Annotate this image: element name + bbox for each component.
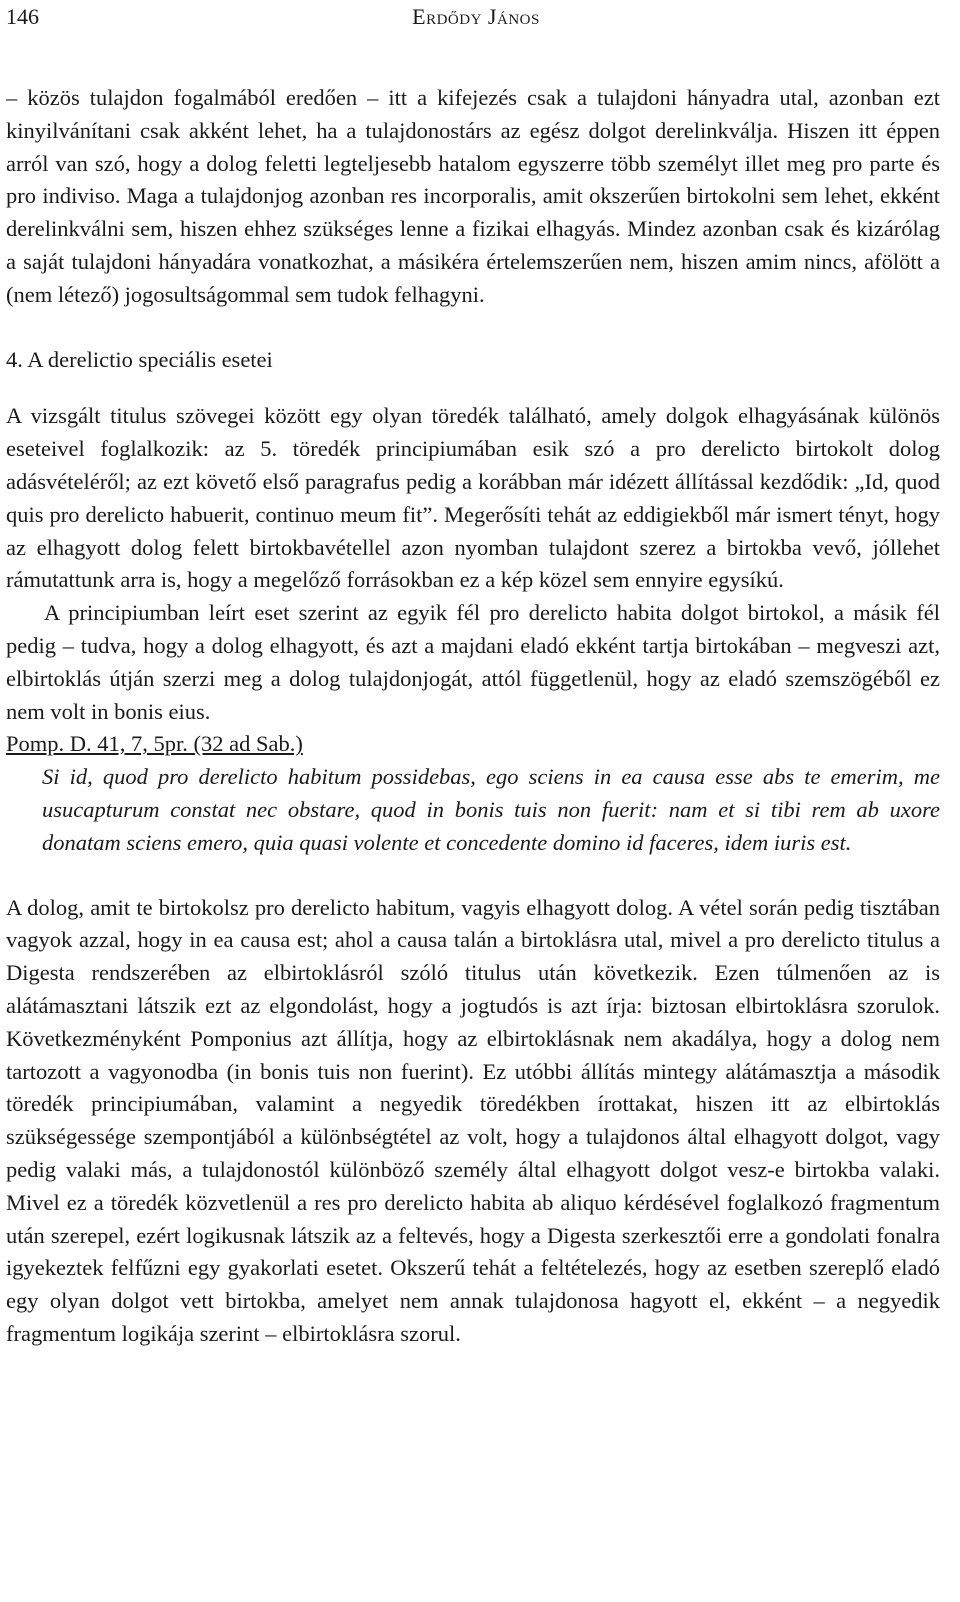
page-header — [6, 2, 946, 32]
page-body — [6, 82, 940, 1351]
spacer — [6, 376, 940, 400]
latin-quote: Si id, quod pro derelicto habitum possidebas, ego sciens in ea causa esse abs te emerim, me usucapturum constat nec obstare, quod in bonis tuis non fuerit: nam et si tibi rem ab uxore donatam sciens emero, quia quasi volente et concedente domino id faceres, idem iuris est. — [42, 764, 940, 855]
spacer — [6, 312, 940, 344]
running-head: Erdődy János — [412, 4, 540, 29]
section-heading: 4. A derelictio speciális esetei — [6, 346, 273, 372]
source-citation: Pomp. D. 41, 7, 5pr. (32 ad Sab.) — [6, 731, 303, 757]
paragraph: A dolog, amit te birtokolsz pro derelicto habitum, vagyis elhagyott dolog. A vétel során pedig tisztában vagyok azzal, hogy in ea causa est; ahol a causa talán a birtoklásra utal, mivel a pro derelicto titulus a Digesta rendszerében az elbirtoklásról szóló titulus után következik. Ezen túlmenően az is alátámasztani látszik ezt az elgondolást, hogy a jogtudós is azt írja: biztosan elbirtoklásra szorulok. Következményként Pomponius azt állítja, hogy az elbirtoklásnak nem akadálya, hogy a dolog nem tartozott a vagyonodba (in bonis tuis non fuerint). Ez utóbbi állítás mintegy alátámasztja a második töredék principiumában, valamint a negyedik töredékben írottakat, hiszen itt az elbirtoklás szükségessége szempontjából a különbségtétel az volt, hogy a tulajdonos által elhagyott dolgot, vagy pedig valaki más, a tulajdonostól különböző személy által elhagyott dolgot vesz-e birtokba valaki. Mivel ez a töredék közvetlenül a res pro derelicto habita ab aliquo kérdésével foglalkozó fragmentum után szerepel, ezért logikusnak látszik az a feltevés, hogy a Digesta szerkesztői erre a gondolati fonalra igyekeztek felfűzni egy gyakorlati esetet. Okszerű tehát a feltételezés, hogy az esetben szereplő eladó egy olyan dolgot vett birtokba, amelyet nem annak tulajdonosa hagyott el, ekként – a negyedik fragmentum logikája szerint – elbirtoklásra szorul. — [6, 894, 940, 1346]
paragraph: A principiumban leírt eset szerint az egyik fél pro derelicto habita dolgot birtokol, a másik fél pedig – tudva, hogy a dolog elhagyott, és azt a majdani eladó ekként tartja birtokában – megveszi azt, elbirtoklás útján szerzi meg a dolog tulajdonjogát, attól függetlenül, hogy az eladó szemszögéből ez nem volt in bonis eius. — [6, 600, 940, 724]
spacer — [6, 860, 940, 892]
paragraph: A vizsgált titulus szövegei között egy olyan töredék található, amely dolgok elhagyásának különös eseteivel foglalkozik: az 5. töredék principiumában esik szó a pro derelicto birtokolt dolog adásvételéről; az ezt követő első paragrafus pedig a korábban már idézett állítással kezdődik: „Id, quod quis pro derelicto habuerit, continuo meum fit”. Megerősíti tehát az eddigiekből már ismert tényt, hogy az elhagyott dolog felett birtokbavétellel azon nyomban tulajdont szerez a birtokba vevő, jóllehet rámutattunk arra is, hogy a megelőző forrásokban ez a kép közel sem ennyire egysíkú. — [6, 403, 940, 593]
paragraph-continuation: – közös tulajdon fogalmából eredően – itt a kifejezés csak a tulajdoni hányadra utal, azonban ezt kinyilvánítani csak akként lehet, ha a tulajdonostárs az egész dolgot derelinkválja. Hiszen itt éppen arról van szó, hogy a dolog feletti legteljesebb hatalom egyszerre több személyt illet meg pro parte és pro indiviso. Maga a tulajdonjog azonban res incorporalis, amit okszerűen birtokolni sem lehet, ekként derelinkválni sem, hiszen ehhez szükséges lenne a fizikai elhagyás. Mindez azonban csak és kizárólag a saját tulajdoni hányadára vonatkozhat, a másikéra értelemszerűen nem, hiszen amim nincs, afölött a (nem létező) jogosultságommal sem tudok felhagyni. — [6, 85, 940, 307]
page-number: 146 — [6, 4, 39, 29]
